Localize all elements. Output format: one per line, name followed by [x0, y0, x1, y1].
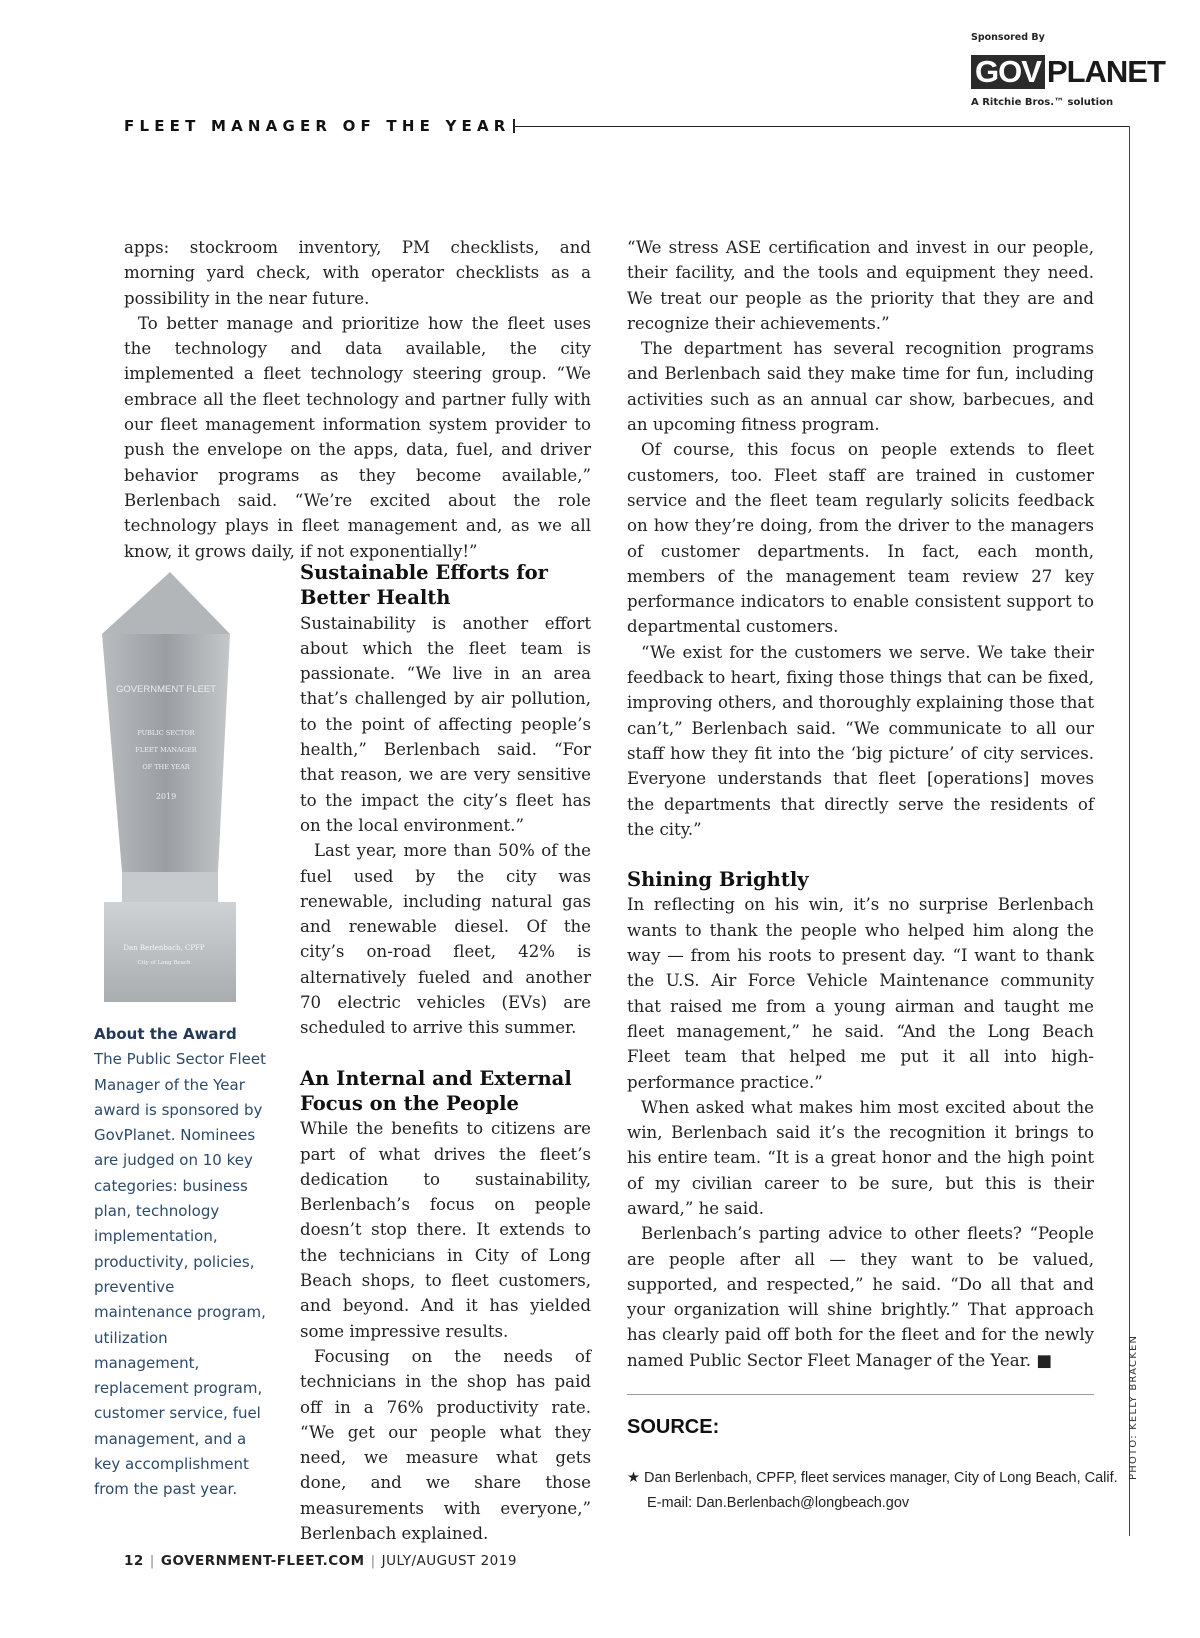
footer-issue: JULY/AUGUST 2019 — [381, 1553, 517, 1569]
trophy-tip — [102, 572, 230, 634]
col3-paragraph-6: When asked what makes him most excited about the win, Berlenbach said it’s the recognition it brings to his entire team. “It is a great honor and the high point of my civilian career to be sure, but this is their award,” he said. — [627, 1097, 1094, 1218]
source-line-1 — [627, 1466, 1118, 1491]
photo-credit: PHOTO: KELLY BRACKEN — [1128, 1334, 1139, 1480]
heading-shining-brightly: Shining Brightly — [627, 868, 809, 892]
trophy-plaque-city: City of Long Beach — [137, 960, 191, 966]
source-entry — [627, 1466, 1118, 1516]
col3-paragraph-5: In reflecting on his win, it’s no surprise Berlenbach wants to thank the people who helped him along the way — from his roots to present day. “I want to thank the U.S. Air Force Vehicle Maintenance community that raised me from a young airman and taught me fleet management,” he said. “And the Long Beach Fleet team that helped me put it all into high-performance practice.” — [627, 895, 1094, 1092]
heading-sustainable-efforts: Sustainable Efforts for Better Health — [300, 561, 548, 610]
source-contact: Dan Berlenbach, CPFP, fleet services manager, City of Long Beach, Calif. — [644, 1470, 1118, 1486]
source-heading: SOURCE: — [627, 1416, 720, 1438]
trophy-brand: GOVERNMENT FLEET — [115, 684, 217, 695]
col2-paragraph-1: Sustainability is another effort about which the fleet team is passionate. “We live in an area that’s challenged by air pollution, to the point of affecting people’s health,” Berlenbach said. “For that reason, we are very sensitive to the impact the city’s fleet has on the local environment.” — [300, 613, 591, 835]
col2-paragraph-3: While the benefits to citizens are part of what drives the fleet’s dedication to sustainability, Berlenbach’s focus on people doesn’t stop there. It extends to the technicians in City of Long Beach shops, to fleet customers, and beyond. And it has yielded some impressive results. — [300, 1119, 591, 1341]
end-mark: ■ — [1036, 1350, 1052, 1370]
sponsor-label: Sponsored By — [971, 32, 1045, 43]
trophy-neck — [122, 872, 218, 902]
logo-planet: PLANET — [1046, 54, 1165, 89]
col3-paragraph-4: “We exist for the customers we serve. We take their feedback to heart, fixing those things that can be fixed, improving others, and thoroughly explaining those that can’t,” Berlenbach said. “We communicate to all our staff how they fit into the ‘big picture’ of city services. Everyone understands that fleet [operations] moves the departments that directly serve the residents of the city.” — [627, 642, 1094, 839]
trophy-line1: PUBLIC SECTOR — [137, 729, 195, 737]
trophy-base — [104, 902, 236, 1002]
trophy-year: 2019 — [155, 792, 177, 801]
column-3 — [627, 235, 1094, 1373]
col3-paragraph-1: “We stress ASE certification and invest in our people, their facility, and the tools and equipment they need. We treat our people as the priority that they are and recognize their achievements.” — [627, 238, 1094, 333]
source-email: E-mail: Dan.Berlenbach@longbeach.gov — [647, 1495, 910, 1511]
trophy-photo — [100, 572, 240, 1002]
col2-paragraph-2: Last year, more than 50% of the fuel used by the city was renewable, including natural gas and renewable diesel. Of the city’s on-road fleet, 42% is alternatively fueled and another 70 electric vehicles (EVs) are scheduled to arrive this summer. — [300, 841, 591, 1038]
section-spacer — [300, 1041, 591, 1066]
sidebar-body: The Public Sector Fleet Manager of the Year award is sponsored by GovPlanet. Nominees are judged on 10 key categories: business plan, technology implementation, productivity, policies, preventive maintenance program, utilization management, replacement program, customer service, fuel management, and a key accomplishment from the past year. — [94, 1050, 266, 1499]
col3-paragraph-7 — [627, 1221, 1094, 1373]
about-award-sidebar — [94, 1022, 269, 1503]
footer-site: GOVERNMENT-FLEET.COM — [160, 1553, 365, 1569]
logo-subtitle: A Ritchie Bros.™ solution — [971, 97, 1114, 108]
trophy-line2: FLEET MANAGER — [135, 746, 197, 754]
section-spacer — [627, 842, 1094, 867]
column-1 — [124, 235, 591, 564]
page-side-rule — [1129, 126, 1130, 1536]
trophy-line3: OF THE YEAR — [142, 763, 190, 771]
source-divider — [627, 1394, 1094, 1395]
col1-paragraph-1: apps: stockroom inventory, PM checklists, and morning yard check, with operator checklists as a possibility in the near future. — [124, 238, 591, 308]
col3-paragraph-3: Of course, this focus on people extends to fleet customers, too. Fleet staff are trained in customer service and the fleet team regularly solicits feedback on how they’re doing, from the driver to the managers of customer departments. In fact, each month, members of the management team review 27 key performance indicators to enable consistent support to departmental customers. — [627, 440, 1094, 637]
column-2 — [300, 560, 591, 1546]
col3-paragraph-2: The department has several recognition programs and Berlenbach said they make time for fun, including activities such as an annual car show, barbecues, and an upcoming fitness program. — [627, 339, 1094, 435]
section-label: FLEET MANAGER OF THE YEAR — [124, 117, 511, 135]
col2-paragraph-4: Focusing on the needs of technicians in the shop has paid off in a 76% productivity rate. “We get our people what they need, we measure what gets done, and we share those measurements with everyone,” Berlenbach explained. — [300, 1346, 591, 1543]
logo-gov: GOV — [971, 55, 1045, 89]
col3-paragraph-7-text: Berlenbach’s parting advice to other fleets? “People are people after all — they want to be valued, supported, and respected,” he said. “Do all that and your organization will shine brightly.” That approach has clearly paid off both for the fleet and for the newly named Public Sector Fleet Manager of the Year. — [627, 1224, 1094, 1370]
page-number: 12 — [124, 1553, 144, 1569]
trophy-plaque-name: Dan Berlenbach, CPFP — [123, 944, 205, 952]
govplanet-logo — [971, 54, 1165, 90]
sidebar-title: About the Award — [94, 1025, 237, 1043]
col1-paragraph-2: To better manage and prioritize how the fleet uses the technology and data available, the city implemented a fleet technology steering group. “We embrace all the fleet technology and partner fully with our fleet management information system provider to push the envelope on the apps, data, fuel, and driver behavior programs as they become available,” Berlenbach said. “We’re excited about the role technology plays in fleet management and, as we all know, it grows daily, if not exponentially!” — [124, 313, 591, 561]
header-rule — [513, 126, 1130, 127]
heading-internal-external-focus: An Internal and External Focus on the People — [300, 1066, 572, 1115]
page-footer: 12 | GOVERNMENT-FLEET.COM | JULY/AUGUST 2019 — [124, 1553, 517, 1569]
star-icon: ★ — [627, 1470, 640, 1486]
